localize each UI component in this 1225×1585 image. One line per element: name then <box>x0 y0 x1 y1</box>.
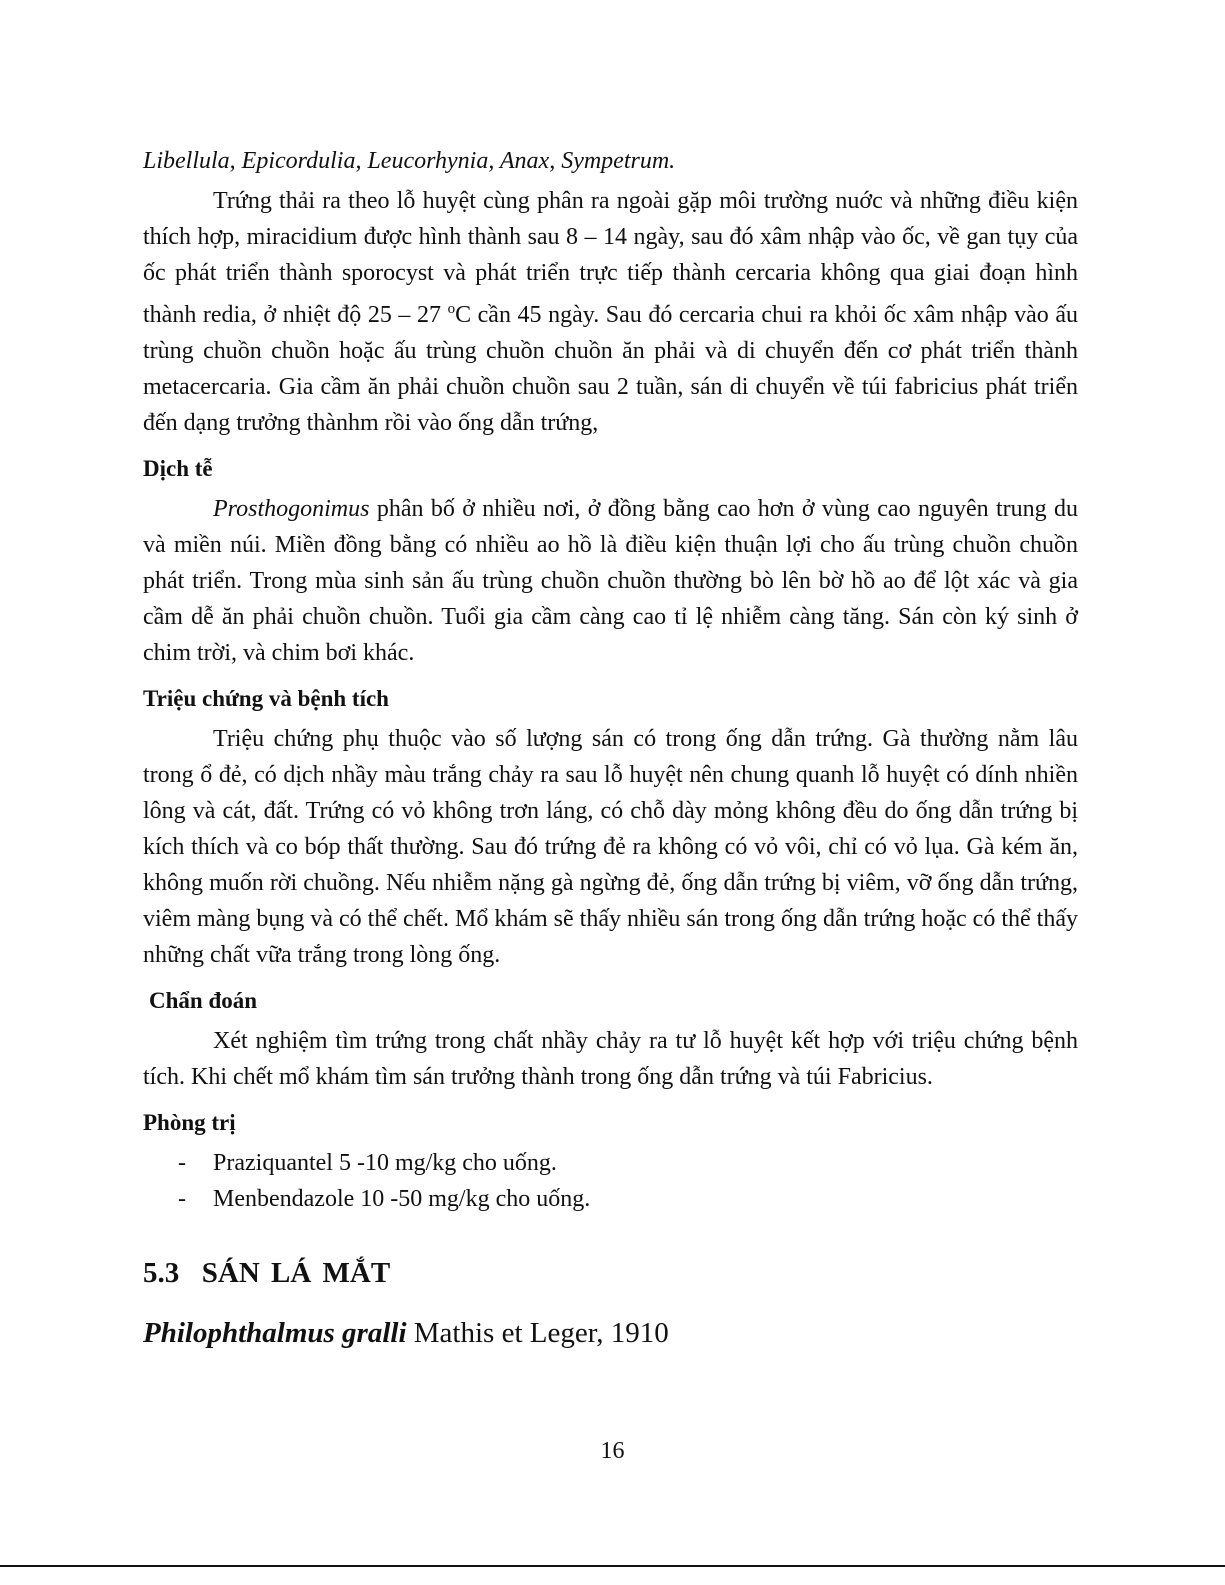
list-bullet: - <box>178 1150 186 1176</box>
list-item-text: Menbendazole 10 -50 mg/kg cho uống. <box>213 1186 591 1212</box>
genus-name: Prosthogonimus <box>213 496 370 522</box>
list-item <box>143 1145 1078 1181</box>
symptoms-heading: Triệu chứng và bệnh tích <box>143 686 389 711</box>
species-author: Mathis et Leger, 1910 <box>406 1317 669 1349</box>
symptoms-paragraph: Triệu chứng phụ thuộc vào số lượng sán có trong ống dẫn trứng. Gà thường nằm lâu trong ổ đẻ, có dịch nhầy màu trắng chảy ra sau lỗ huyệt nên chung quanh lỗ huyệt có dính nhiền lông và cát, đất. Trứng có vỏ không trơn láng, có chỗ dày mỏng không đều do ống dẫn trứng bị kích thích và co bóp thất thường. Sau đó trứng đẻ ra không có vỏ vôi, chỉ có vỏ lụa. Gà kém ăn, không muốn rời chuồng. Nếu nhiễm nặng gà ngừng đẻ, ống dẫn trứng bị viêm, vỡ ống dẫn trứng, viêm màng bụng và có thể chết. Mổ khám sẽ thấy nhiều sán trong ống dẫn trứng hoặc có thể thấy những chất vữa trắng trong lòng ống. <box>143 726 1078 968</box>
bottom-divider <box>0 1565 1225 1567</box>
section-title: 5.3 SÁN LÁ MẮT <box>143 1257 391 1289</box>
epidemiology-heading: Dịch tễ <box>143 456 213 481</box>
diagnosis-heading: Chẩn đoán <box>149 988 258 1013</box>
treatment-list <box>143 1145 1078 1217</box>
diagnosis-paragraph: Xét nghiệm tìm trứng trong chất nhầy chảy ra tư lỗ huyệt kết hợp với triệu chứng bệnh tích. Khi chết mổ khám tìm sán trưởng thành trong ống dẫn trứng và túi Fabricius. <box>143 1028 1078 1090</box>
species-title <box>143 1313 1078 1353</box>
epidemiology-text: phân bố ở nhiều nơi, ở đồng bằng cao hơn ở vùng cao nguyên trung du và miền núi. Miền đồng bằng có nhiều ao hồ là điều kiện thuận lợi cho ấu trùng chuồn chuồn phát triển. Trong mùa sinh sản ấu trùng chuồn chuồn thường bò lên bờ hồ ao để lột xác và gia cầm dễ ăn phải chuồn chuồn. Tuổi gia cầm càng cao tỉ lệ nhiễm càng tăng. Sán còn ký sinh ở chim trời, và chim bơi khác. <box>143 496 1078 666</box>
degree-superscript: o <box>447 301 456 317</box>
list-item <box>143 1181 1078 1217</box>
epidemiology-paragraph <box>143 491 1078 671</box>
life-cycle-text-part2: C cần 45 ngày. Sau đó cercaria chui ra khỏi ốc xâm nhập vào ấu trùng chuồn chuồn hoặc ấu trùng chuồn chuồn ăn phải và di chuyển đến cơ phát triển thành metacercaria. Gia cầm ăn phải chuồn chuồn sau 2 tuần, sán di chuyển về túi fabricius phát triển đến dạng trưởng thànhm rồi vào ống dẫn trứng, <box>143 302 1078 436</box>
page-content <box>143 143 1078 1353</box>
treatment-heading: Phòng trị <box>143 1110 236 1135</box>
list-item-text: Praziquantel 5 -10 mg/kg cho uống. <box>213 1150 557 1176</box>
life-cycle-text-part1: Trứng thải ra theo lỗ huyệt cùng phân ra ngoài gặp môi trường nuớc và những điều kiện thích hợp, miracidium được hình thành sau 8 – 14 ngày, sau đó xâm nhập vào ốc, về gan tụy của ốc phát triển thành sporocyst và phát triển trực tiếp thành cercaria không qua giai đoạn hình thành redia, ở nhiệt độ 25 – 27 <box>143 188 1078 328</box>
species-name: Philophthalmus gralli <box>143 1317 407 1349</box>
life-cycle-paragraph <box>143 183 1078 441</box>
list-bullet: - <box>178 1186 186 1212</box>
intro-species-list: Libellula, Epicordulia, Leucorhynia, Anax, Sympetrum. <box>143 148 676 174</box>
page-number: 16 <box>600 1438 625 1464</box>
